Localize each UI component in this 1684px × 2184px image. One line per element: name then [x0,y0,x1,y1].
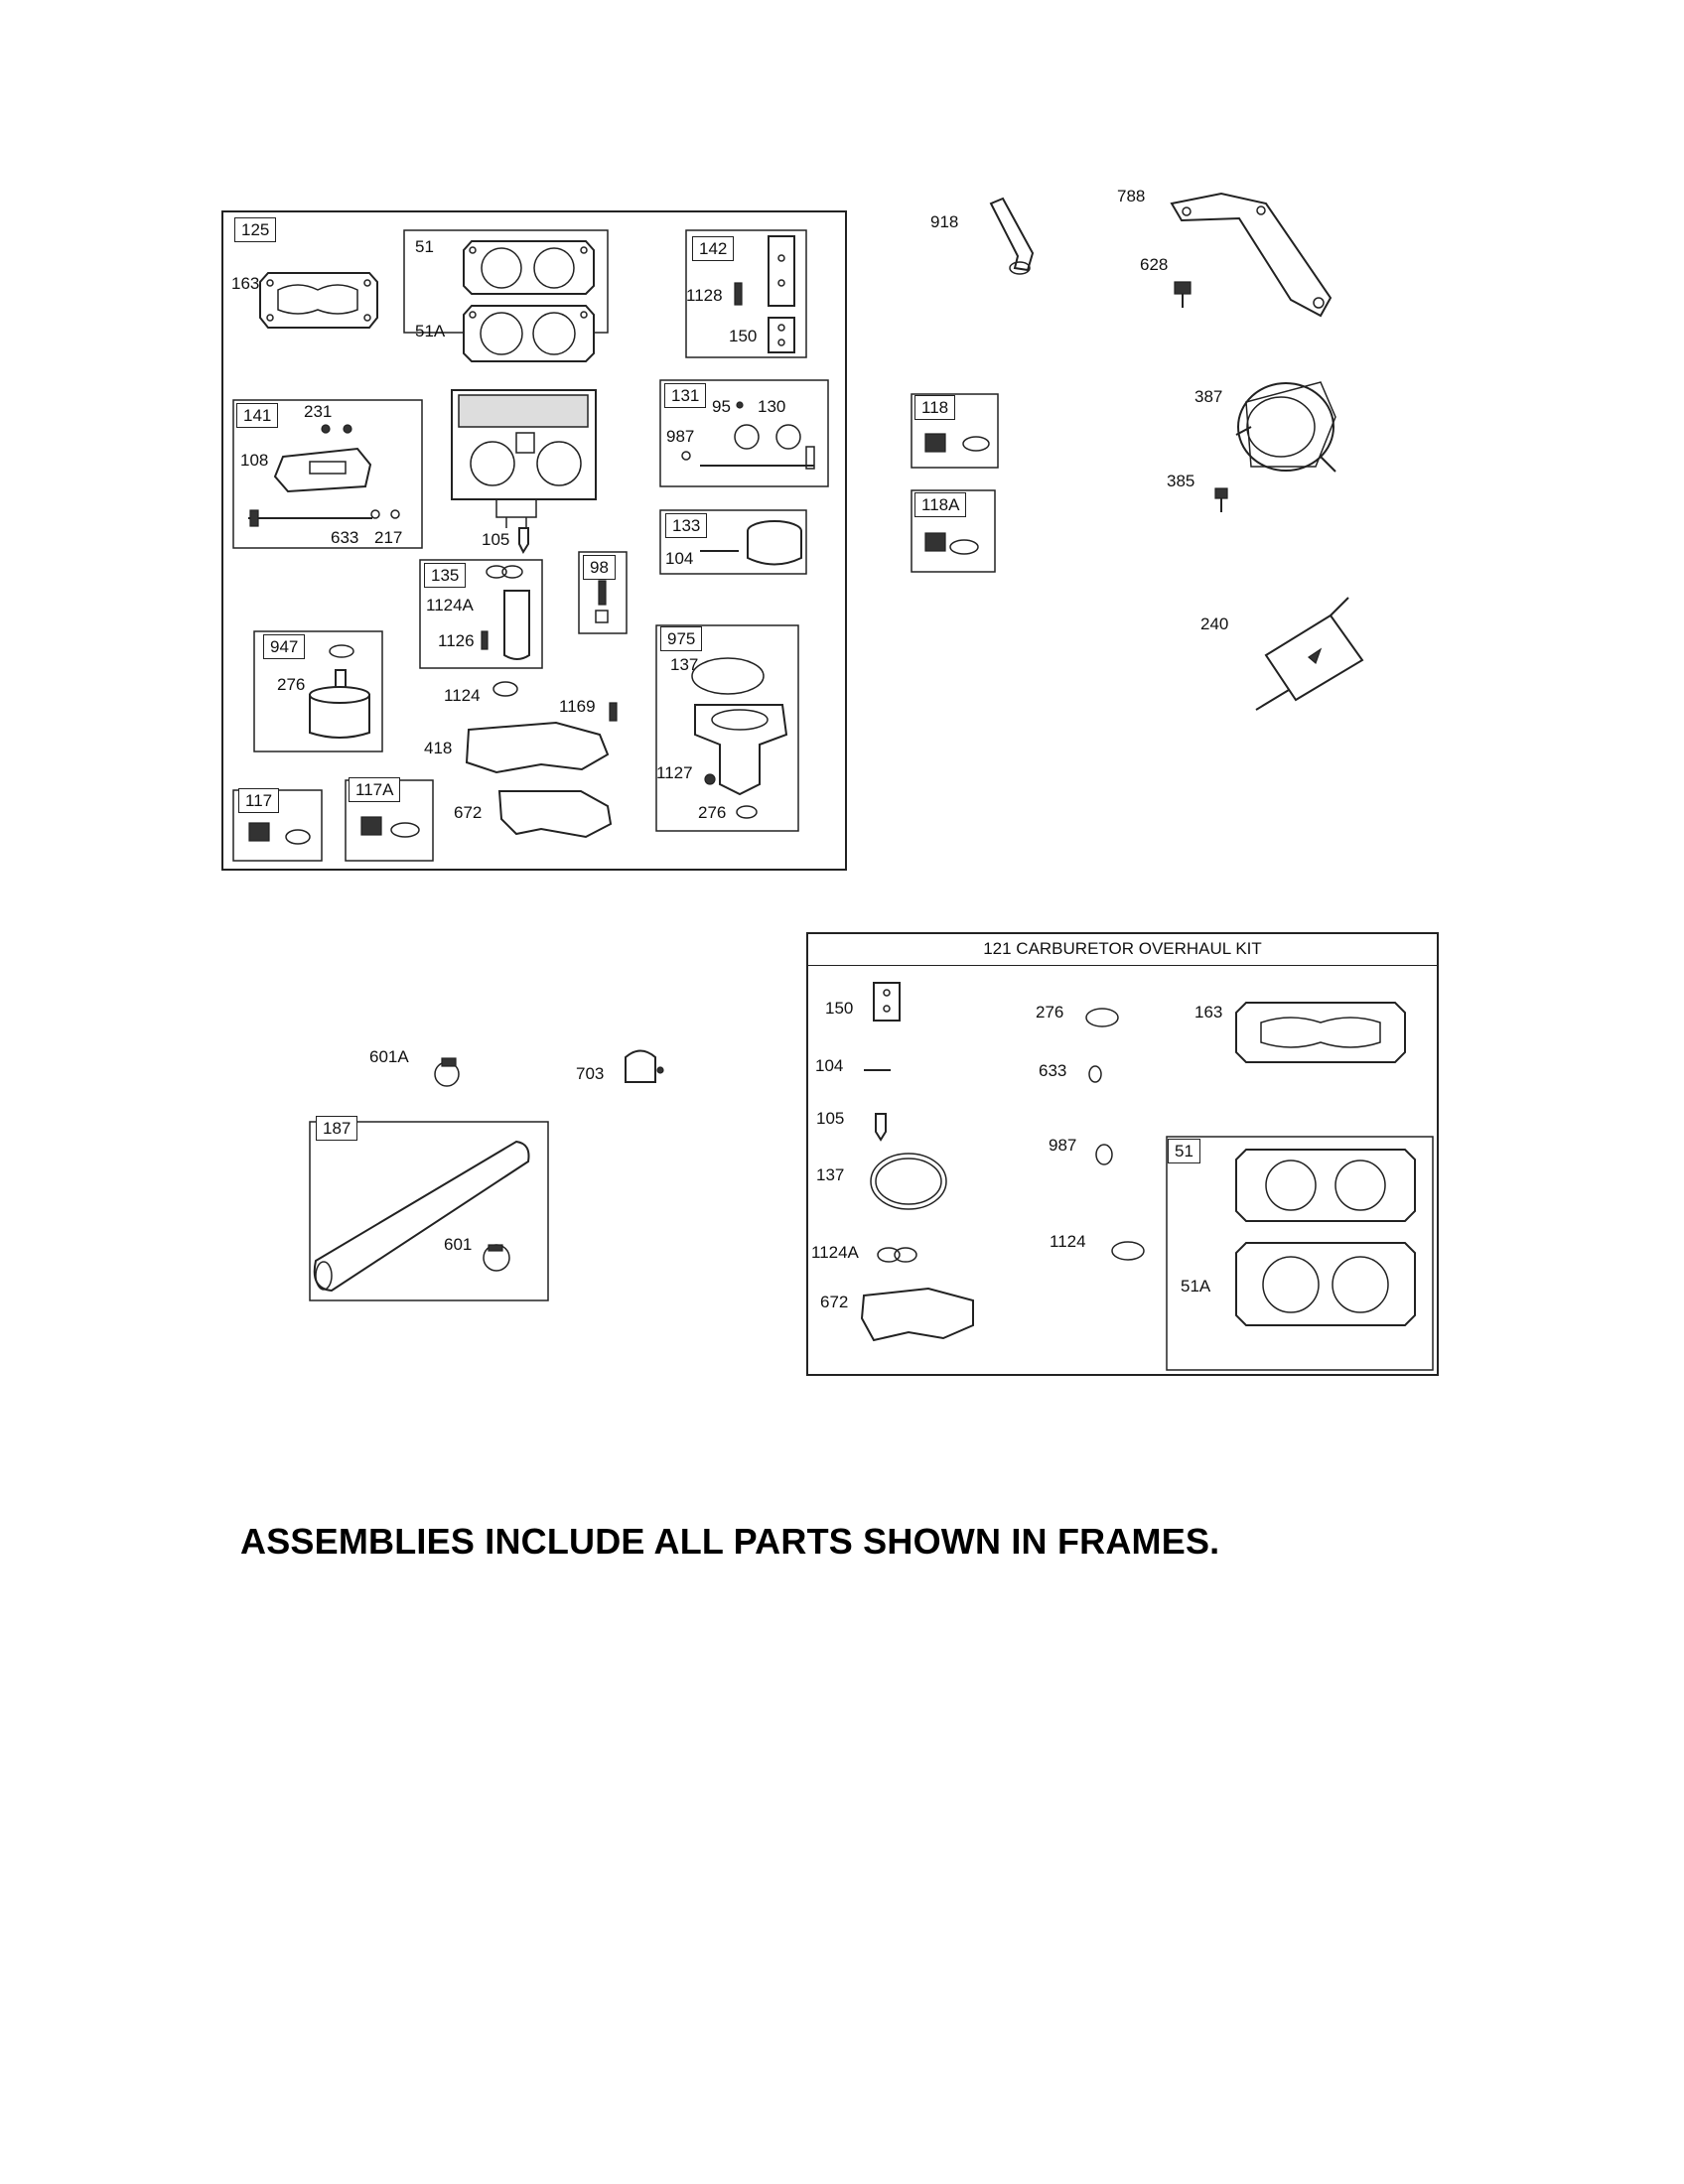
plate-141-illustration [248,425,399,526]
frame-label-125: 125 [234,217,276,242]
gasket-51-illustration [464,241,594,294]
part-label-418: 418 [424,739,453,757]
part-label-108: 108 [240,451,269,470]
part-label-1126: 1126 [438,631,475,650]
part-label-51A: 51A [415,322,446,341]
needle-105-illustration [519,528,528,552]
part-label-633: 633 [331,528,359,547]
kit-part-label-672: 672 [820,1293,849,1311]
part-label-1127: 1127 [656,763,693,782]
fuel-filter-240-illustration [1256,598,1362,710]
part-label-385: 385 [1167,472,1195,490]
solenoid-947-illustration [310,645,369,738]
bolt-628-illustration [1175,282,1191,308]
part-label-95: 95 [712,397,731,416]
fittings-117-illustration [249,817,419,844]
part-label-703: 703 [576,1064,605,1083]
part-label-130: 130 [758,397,786,416]
part-label-1169: 1169 [559,697,596,716]
shaft-131-illustration [682,402,814,469]
kit-frame-label-51: 51 [1168,1139,1200,1163]
part-label-1124: 1124 [444,686,481,705]
bracket-788-illustration [1172,194,1331,316]
part-label-104: 104 [665,549,694,568]
part-label-601: 601 [444,1235,473,1254]
frame-label-51: 51 [415,237,434,256]
clamp-601A-illustration [435,1058,459,1086]
part-label-276-bowl: 276 [698,803,727,822]
part-label-601A: 601A [369,1047,409,1066]
screw-385-illustration [1215,488,1227,512]
frame-label-131: 131 [664,383,706,408]
frame-label-118: 118 [914,395,955,420]
part-label-105: 105 [482,530,510,549]
part-label-231: 231 [304,402,333,421]
kit-part-label-51A: 51A [1181,1277,1211,1296]
part-label-672: 672 [454,803,483,822]
part-label-163: 163 [231,274,260,293]
part-label-1128: 1128 [686,286,723,305]
overhaul-kit-title: 121 CARBURETOR OVERHAUL KIT [807,933,1438,966]
kit-part-label-633: 633 [1039,1061,1067,1080]
fuel-pump-387-illustration [1236,382,1335,472]
frame-label-187: 187 [316,1116,357,1141]
frame-label-133: 133 [665,513,707,538]
kit-part-label-987: 987 [1049,1136,1077,1155]
kit-part-label-104: 104 [815,1056,844,1075]
kit-part-label-150: 150 [825,999,854,1018]
frame-label-98: 98 [583,555,616,580]
screw-98-illustration [596,581,608,622]
gasket-163-illustration [260,273,377,328]
part-label-628: 628 [1140,255,1169,274]
kit-part-label-1124: 1124 [1050,1232,1086,1251]
kit-part-label-163: 163 [1194,1003,1223,1022]
part-label-987: 987 [666,427,695,446]
hose-187-illustration [315,1142,529,1291]
part-label-217: 217 [374,528,403,547]
part-label-788: 788 [1117,187,1146,205]
kit-part-label-276: 276 [1036,1003,1064,1022]
part-label-276-solenoid: 276 [277,675,306,694]
nozzle-135-illustration [482,566,529,659]
float-133-illustration [700,521,801,565]
part-label-240: 240 [1200,614,1229,633]
frame-label-947: 947 [263,634,305,659]
kit-part-label-105: 105 [816,1109,845,1128]
frame-label-142: 142 [692,236,734,261]
elbow-918-illustration [991,199,1033,274]
kit-part-label-1124A: 1124A [811,1243,859,1262]
carburetor-body-illustration [452,390,596,528]
frame-label-975: 975 [660,626,702,651]
part-label-137: 137 [670,655,699,674]
gasket-51A-illustration [464,306,594,361]
kit-part-label-137: 137 [816,1165,845,1184]
part-label-918: 918 [930,212,959,231]
assemblies-note: ASSEMBLIES INCLUDE ALL PARTS SHOWN IN FRAMES. [240,1521,1220,1562]
part-label-387: 387 [1194,387,1223,406]
frame-label-118A: 118A [914,492,966,517]
frame-label-117A: 117A [349,777,400,802]
frame-label-135: 135 [424,563,466,588]
kit-parts-illustration [862,983,1415,1340]
clamp-703-illustration [626,1051,663,1083]
part-label-1124A: 1124A [426,596,474,614]
frame-label-117: 117 [238,788,279,813]
bowl-975-illustration [692,658,786,818]
frame-label-141: 141 [236,403,278,428]
part-label-150: 150 [729,327,758,345]
